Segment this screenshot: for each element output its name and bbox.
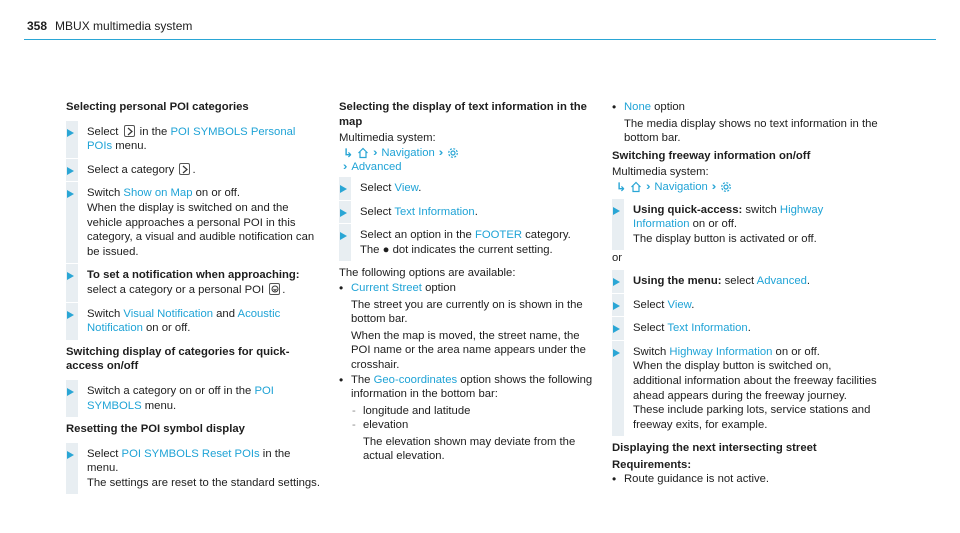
double-chevron-icon: ››	[711, 180, 714, 193]
requirements-list	[612, 472, 880, 487]
options-intro: The following options are available:	[339, 267, 516, 280]
link-acoustic-notification[interactable]: Acoustic Notification	[87, 307, 281, 335]
poi-marker-icon	[269, 283, 280, 295]
link-geo-coordinates[interactable]: Geo-coordinates	[373, 373, 458, 386]
step-select-view: Select View.	[339, 181, 593, 196]
double-chevron-icon: ››	[646, 180, 648, 193]
link-navigation[interactable]: Navigation	[381, 146, 435, 159]
step-select-footer-option: Select an option in the FOOTER category. The ● dot indicates the current setting.	[339, 228, 593, 257]
page-header	[27, 18, 192, 34]
link-none[interactable]: None	[624, 101, 652, 113]
requirements-label: Requirements:	[612, 458, 692, 471]
header-divider	[24, 39, 936, 40]
column-1	[66, 100, 320, 499]
list-item: • The Geo-coordinates option shows the following information in the bottom bar: - longitude and latitude - elevation The elevation shown may deviate from the actual elevation.	[339, 373, 593, 465]
multimedia-system-label: Multimedia system:	[612, 166, 709, 179]
list-item: • Current Street option The street you are currently on is shown in the bottom bar. When the map is moved, the street name, the POI name or the area name appears under the crosshair.	[339, 281, 593, 373]
link-visual-notification[interactable]: Visual Notification	[123, 307, 214, 320]
step-arrow-icon	[67, 272, 74, 280]
home-icon	[630, 181, 642, 193]
step-arrow-icon	[67, 451, 74, 459]
link-footer[interactable]: FOOTER	[474, 229, 523, 242]
menu-path-advanced	[339, 160, 593, 175]
step-select-personal-pois: Select in the POI SYMBOLS Personal POIs menu.	[66, 125, 320, 154]
link-view[interactable]: View	[667, 298, 692, 311]
heading-personal-poi: Selecting personal POI categories	[66, 101, 249, 113]
link-show-on-map[interactable]: Show on Map	[123, 187, 193, 200]
link-advanced[interactable]: Advanced	[756, 274, 807, 287]
page-title: MBUX multimedia system	[55, 18, 193, 33]
double-chevron-icon: ››	[438, 146, 441, 159]
step-arrow-icon	[613, 325, 620, 333]
multimedia-system-label: Multimedia system:	[339, 132, 436, 145]
list-item: - longitude and latitude	[351, 404, 593, 419]
link-view[interactable]: View	[394, 181, 419, 194]
link-navigation[interactable]: Navigation	[654, 180, 708, 193]
step-arrow-icon	[613, 207, 620, 215]
list-item: • None option The media display shows no text information in the bottom bar.	[612, 100, 880, 146]
heading-reset-poi: Resetting the POI symbol display	[66, 423, 245, 436]
return-arrow-icon: ↳	[616, 179, 627, 194]
options-list-cont	[612, 100, 880, 146]
step-arrow-icon	[340, 185, 347, 193]
link-poi-symbols[interactable]: POI SYMBOLS	[87, 384, 274, 412]
step-using-menu: Using the menu: select Advanced.	[612, 274, 880, 289]
gear-icon	[447, 147, 459, 159]
gear-icon	[720, 181, 732, 193]
link-poi-symbols-personal[interactable]: POI SYMBOLS Personal POIs	[87, 125, 296, 153]
menu-path	[339, 146, 593, 161]
return-arrow-icon: ↳	[343, 145, 354, 160]
heading-freeway-info: Switching freeway information on/off	[612, 149, 811, 162]
column-2	[339, 100, 593, 464]
menu-path	[612, 180, 880, 195]
step-notifications: Switch Visual Notification and Acoustic Notification on or off.	[66, 307, 320, 336]
step-switch-highway-info: Switch Highway Information on or off. When the display button is switched on, additional information about the freeway facilities ahead appears during the freeway journey. These include parking lots, service stations and freeway exits, for example.	[612, 345, 880, 433]
double-chevron-icon: ››	[373, 146, 375, 159]
heading-next-street: Displaying the next intersecting street	[612, 442, 817, 455]
step-arrow-icon	[67, 167, 74, 175]
step-show-on-map: Switch Show on Map on or off. When the display is switched on and the vehicle approaches a personal POI in this category, a visual and audible notification can be issued.	[66, 186, 320, 259]
options-list	[339, 281, 593, 464]
step-arrow-icon	[67, 190, 74, 198]
link-advanced[interactable]: Advanced	[351, 161, 402, 174]
home-icon	[357, 147, 369, 159]
double-chevron-icon: ››	[343, 161, 345, 174]
step-arrow-icon	[67, 388, 74, 396]
link-highway-information[interactable]: Highway Information	[633, 203, 824, 231]
step-arrow-icon	[340, 232, 347, 240]
step-select-text-information: Select Text Information.	[339, 205, 593, 220]
chevron-right-icon	[179, 163, 190, 175]
step-arrow-icon	[613, 349, 620, 357]
link-current-street[interactable]: Current Street	[351, 281, 422, 294]
step-arrow-icon	[340, 209, 347, 217]
or-separator: or	[612, 252, 623, 265]
chevron-right-icon	[124, 125, 135, 137]
link-reset-pois[interactable]: POI SYMBOLS Reset POIs	[121, 447, 260, 460]
page-number: 358	[27, 18, 48, 33]
list-item: • Route guidance is not active.	[612, 472, 880, 487]
step-select-category: Select a category .	[66, 163, 320, 178]
link-text-information[interactable]: Text Information	[394, 205, 475, 218]
step-reset-pois: Select POI SYMBOLS Reset POIs in the menu. The settings are reset to the standard settings.	[66, 447, 320, 491]
link-highway-information[interactable]: Highway Information	[669, 345, 773, 358]
column-3	[612, 100, 880, 487]
step-arrow-icon	[67, 129, 74, 137]
step-select-text-information: Select Text Information.	[612, 321, 880, 336]
heading-quick-access: Switching display of categories for quick-access on/off	[66, 345, 290, 373]
heading-text-info: Selecting the display of text information in the map	[339, 101, 587, 128]
step-arrow-icon	[613, 278, 620, 286]
step-set-notification: To set a notification when approaching: select a category or a personal POI .	[66, 268, 320, 297]
step-arrow-icon	[67, 311, 74, 319]
step-select-view: Select View.	[612, 298, 880, 313]
step-arrow-icon	[613, 302, 620, 310]
step-switch-category: Switch a category on or off in the POI SYMBOLS menu.	[66, 384, 320, 413]
list-item: - elevation The elevation shown may deviate from the actual elevation.	[351, 418, 593, 464]
link-text-information[interactable]: Text Information	[667, 322, 748, 335]
geo-details-list	[351, 404, 593, 464]
step-quick-access: Using quick-access: switch Highway Information on or off. The display button is activated or off.	[612, 203, 880, 247]
